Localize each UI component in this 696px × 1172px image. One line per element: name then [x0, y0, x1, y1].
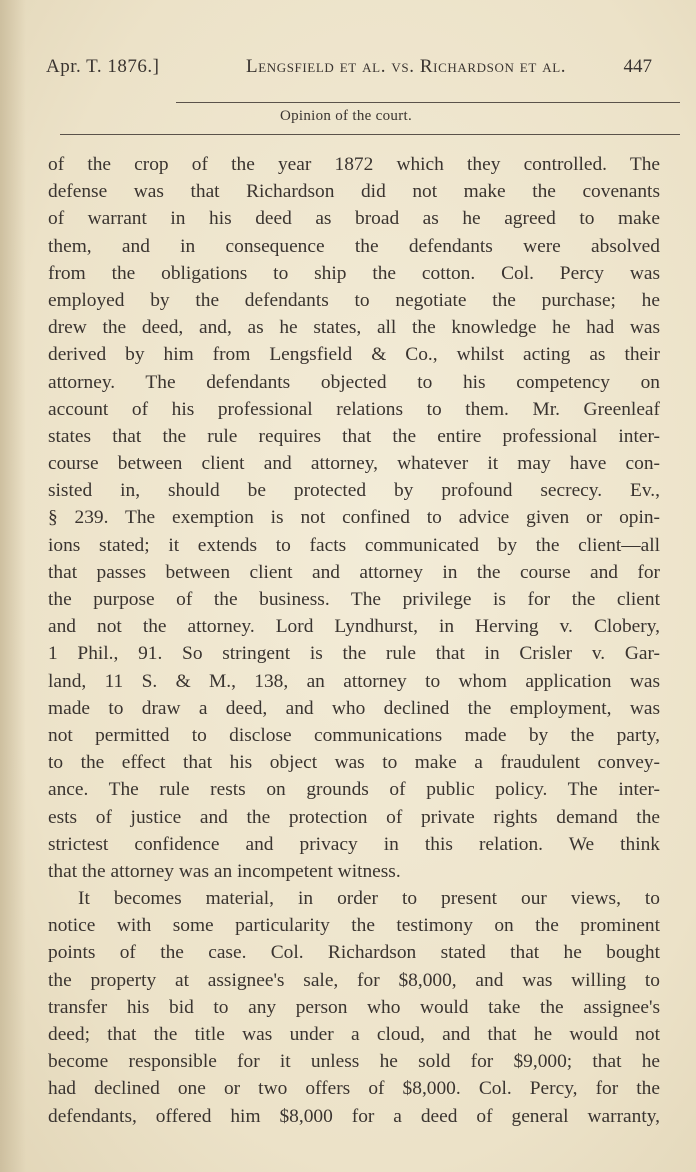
text-line: It becomes material, in order to present our views, to: [78, 888, 660, 910]
text-line: account of his professional relations to them. Mr. Greenleaf: [48, 398, 660, 420]
text-line: from the obligations to ship the cotton. Col. Percy was: [48, 262, 660, 284]
text-line: them, and in consequence the defendants were absolved: [48, 235, 660, 257]
text-line: that the attorney was an incompetent witness.: [48, 860, 401, 882]
text-line: not permitted to disclose communications made by the party,: [48, 724, 660, 746]
paragraph: [48, 151, 660, 885]
text-line: course between client and attorney, whatever it may have con-: [48, 453, 660, 475]
text-line: ions stated; it extends to facts communicated by the client—all: [48, 534, 660, 556]
running-head: [46, 56, 652, 82]
text-line: defendants, offered him $8,000 for a deed of general warranty,: [48, 1105, 660, 1127]
header-rule-bottom: [60, 134, 680, 135]
section-subheading: Opinion of the court.: [279, 108, 413, 124]
text-line: land, 11 S. & M., 138, an attorney to whom application was: [48, 670, 660, 692]
text-line: the purpose of the business. The privilege is for the client: [48, 589, 660, 610]
text-line: ests of justice and the protection of private rights demand the: [48, 806, 660, 828]
page-number: 447: [623, 56, 652, 77]
text-line: employed by the defendants to negotiate the purchase; he: [48, 289, 660, 311]
text-line: transfer his bid to any person who would take the assignee's: [48, 996, 660, 1018]
text-line: attorney. The defendants objected to his competency on: [48, 371, 660, 393]
text-line: of the crop of the year 1872 which they controlled. The: [48, 154, 660, 175]
paragraph: [48, 885, 660, 1130]
text-line: ance. The rule rests on grounds of public policy. The inter-: [48, 779, 660, 801]
text-line: become responsible for it unless he sold for $9,000; that he: [48, 1051, 660, 1073]
text-line: to the effect that his object was to make a fraudulent convey-: [48, 752, 660, 774]
text-line: and not the attorney. Lord Lyndhurst, in Herving v. Clobery,: [48, 616, 660, 638]
opinion-text: [48, 151, 660, 1130]
text-line: strictest confidence and privacy in this relation. We think: [48, 833, 660, 855]
text-line: points of the case. Col. Richardson stated that he bought: [48, 942, 660, 964]
text-line: drew the deed, and, as he states, all the knowledge he had was: [48, 317, 660, 339]
text-line: § 239. The exemption is not confined to advice given or opin-: [48, 507, 660, 529]
text-line: states that the rule requires that the entire professional inter-: [48, 425, 660, 447]
text-line: the property at assignee's sale, for $8,000, and was willing to: [48, 969, 660, 991]
header-rule-top: [176, 102, 680, 103]
text-line: 1 Phil., 91. So stringent is the rule that in Crisler v. Gar-: [48, 643, 660, 665]
text-line: made to draw a deed, and who declined the employment, was: [48, 697, 660, 719]
text-line: sisted in, should be protected by profound secrecy. Ev.,: [48, 480, 660, 502]
text-line: defense was that Richardson did not make the covenants: [48, 181, 660, 203]
text-line: deed; that the title was under a cloud, and that he would not: [48, 1024, 660, 1045]
text-line: notice with some particularity the testimony on the prominent: [48, 915, 660, 937]
case-caption: Lengsfield et al. vs. Richardson et al.: [246, 56, 567, 77]
text-line: that passes between client and attorney in the course and for: [48, 561, 660, 583]
text-line: derived by him from Lengsfield & Co., whilst acting as their: [48, 344, 660, 366]
text-line: of warrant in his deed as broad as he agreed to make: [48, 208, 660, 230]
gutter-shadow: [0, 0, 26, 1172]
term-citation: Apr. T. 1876.]: [46, 56, 160, 77]
text-line: had declined one or two offers of $8,000. Col. Percy, for the: [48, 1078, 660, 1100]
